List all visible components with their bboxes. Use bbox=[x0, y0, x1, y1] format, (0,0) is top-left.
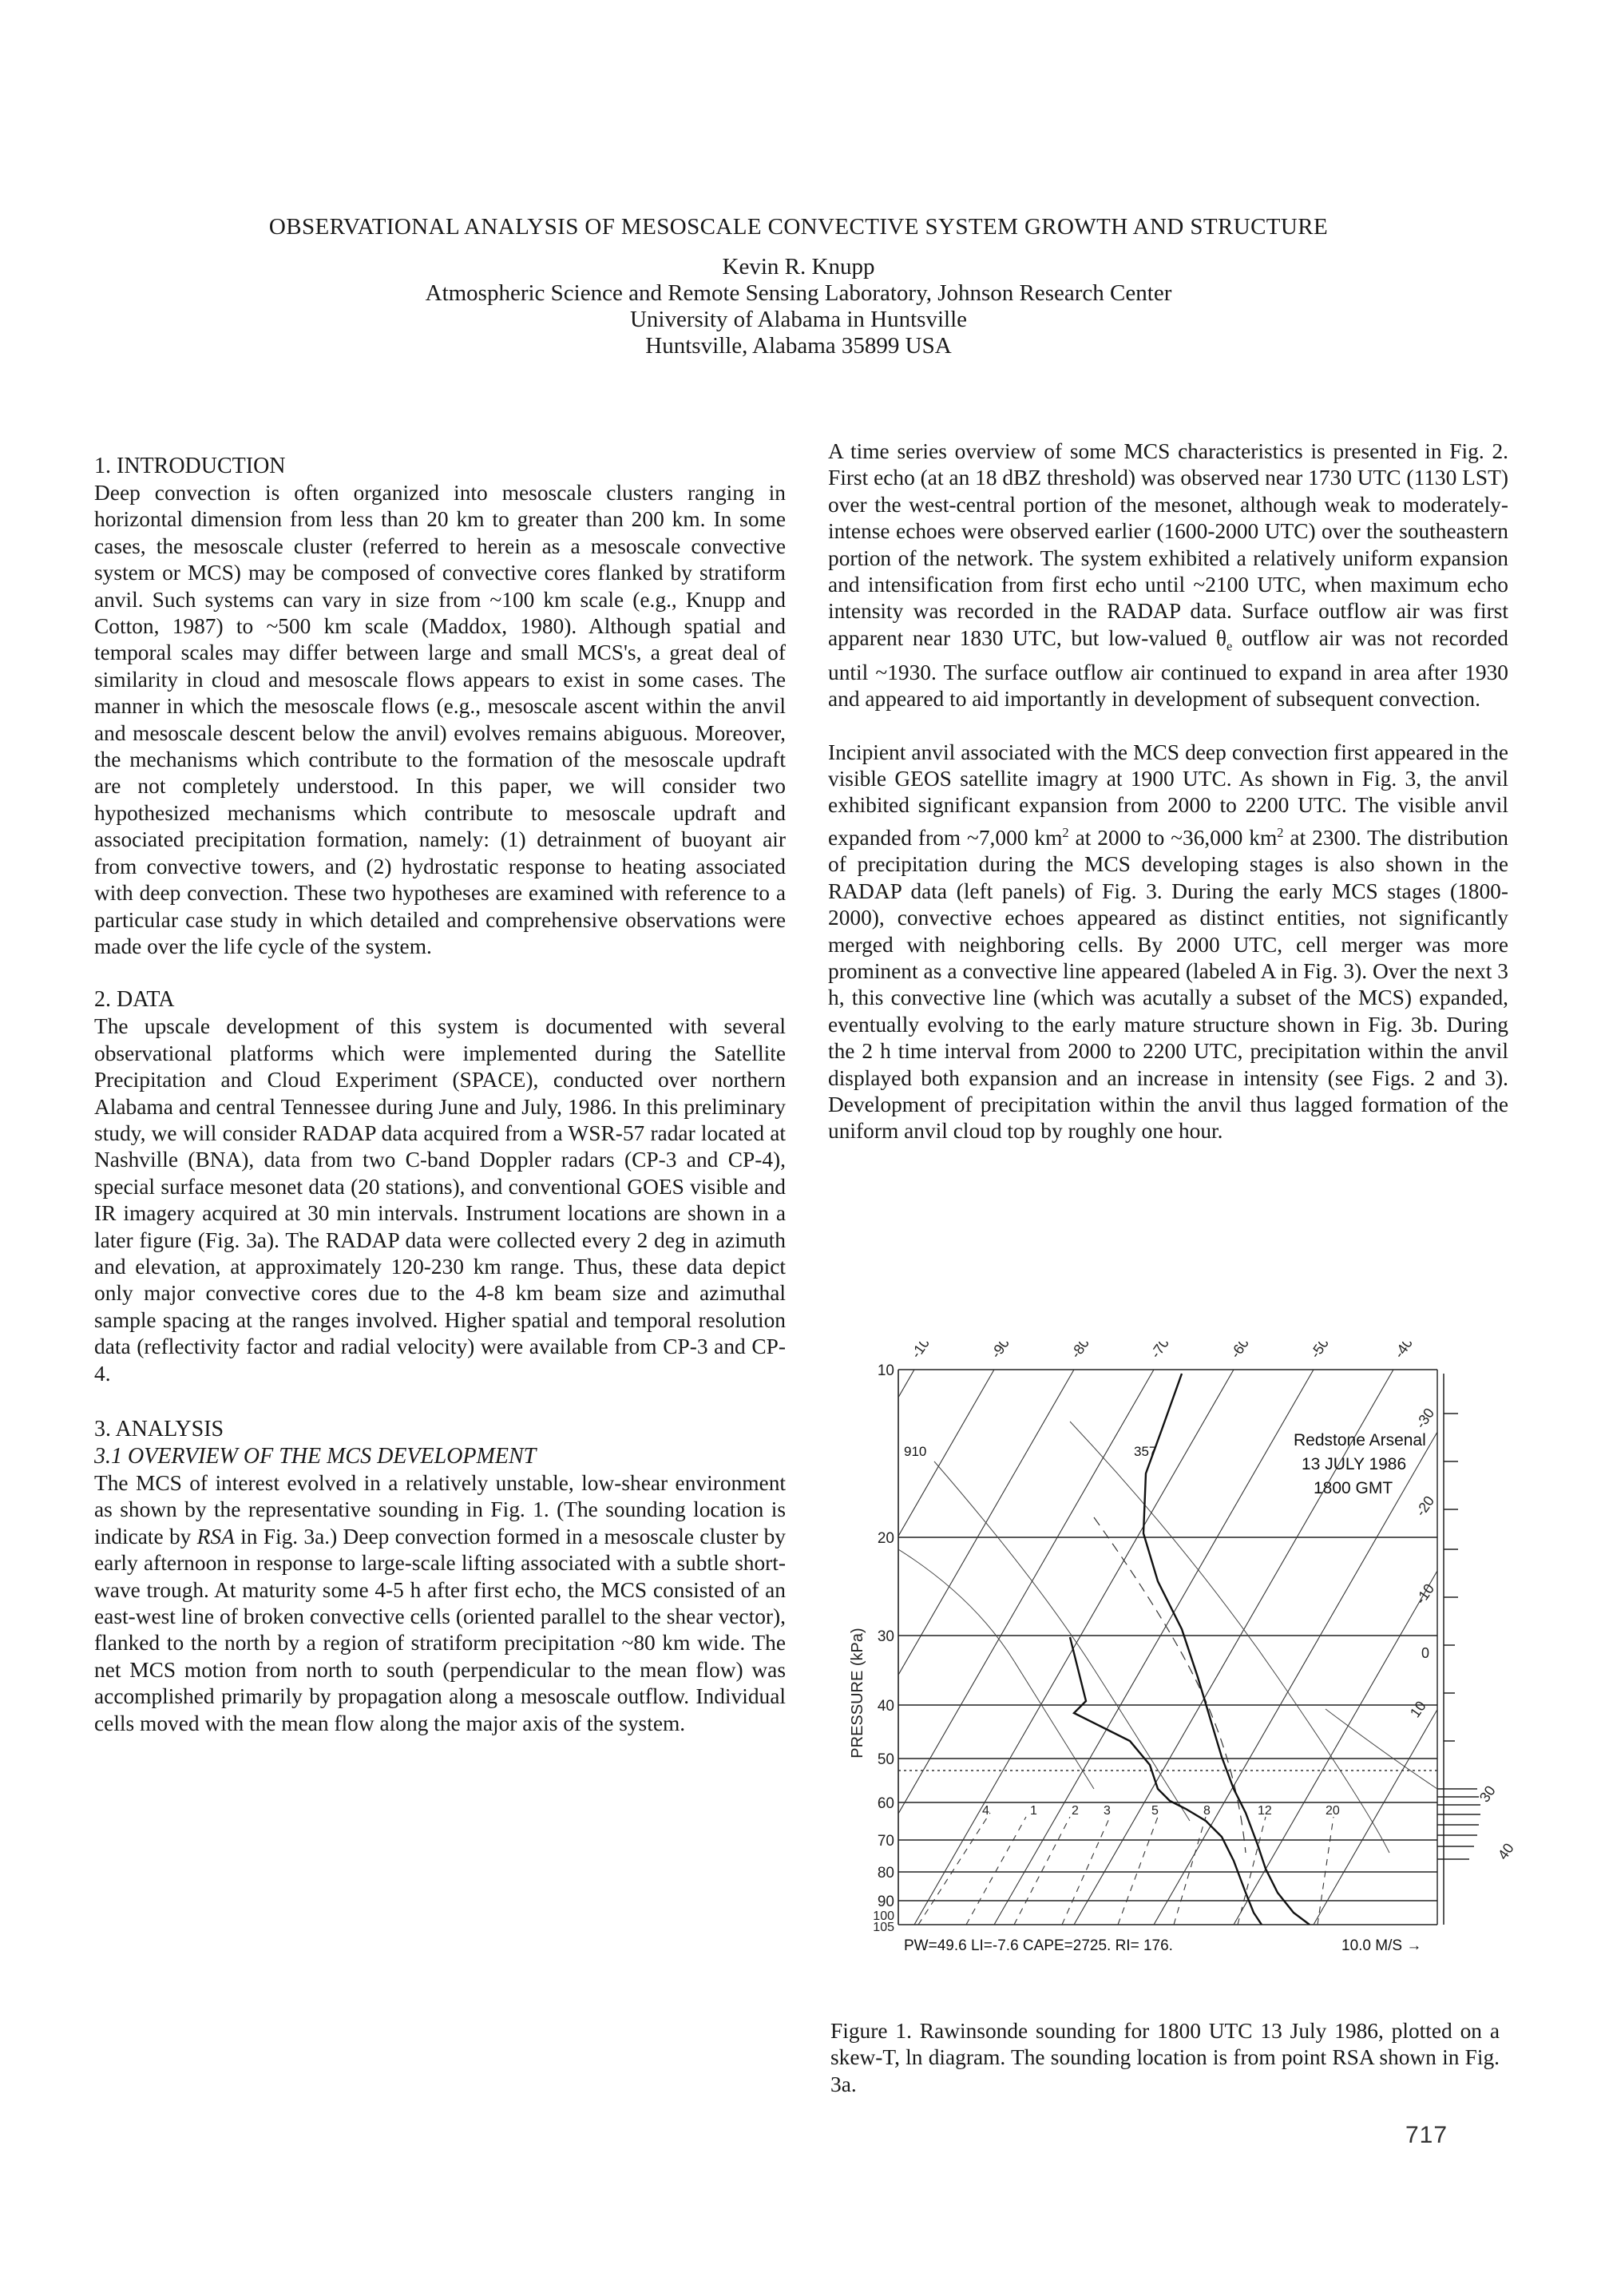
temperature-profile bbox=[1143, 1374, 1310, 1925]
svg-text:1: 1 bbox=[1030, 1804, 1037, 1818]
svg-text:0: 0 bbox=[1421, 1645, 1430, 1661]
svg-text:-70: -70 bbox=[1147, 1342, 1173, 1362]
svg-text:-10: -10 bbox=[1412, 1580, 1438, 1608]
affiliation-university: University of Alabama in Huntsville bbox=[629, 307, 968, 332]
svg-text:-40: -40 bbox=[1390, 1342, 1417, 1362]
svg-text:40: 40 bbox=[877, 1698, 894, 1715]
author-block bbox=[0, 254, 1597, 359]
right-column bbox=[828, 438, 1508, 1145]
pressure-tick-labels bbox=[873, 1362, 894, 1934]
mixing-ratio-labels bbox=[982, 1804, 1340, 1818]
paragraph-introduction: Deep convection is often organized into mesoscale clusters ranging in horizontal dimension from less than 20 km to greater than 200 km. In some cases, the mesoscale cluster (referred to herein as a mesoscale convective system or MCS) may be composed of convective cores flanked by stratiform anvil. Such systems can vary in size from ~100 km scale (e.g., Knupp and Cotton, 1987) to ~500 km scale (Maddox, 1980). Although spatial and temporal scales may differ between large and small MCS's, a great deal of similarity in cloud and mesoscale flows appears to exist in some cases. The manner in which the mesoscale flows (e.g., mesoscale ascent within the anvil and mesoscale descent below the anvil) evolves remains abiguous. Moreover, the mechanisms which contribute to the formation of the mesoscale updraft are not completely understood. In this paper, we will consider two hypothesized mechanisms which contribute to mesoscale updraft and associated precipitation formation, namely: (1) detrainment of buoyant air from convective towers, and (2) hydrostatic response to heating associated with deep convection. These two hypotheses are examined with reference to a particular case study in which detailed and comprehensive observations were made over the life cycle of the system. bbox=[94, 481, 786, 958]
left-column bbox=[94, 453, 786, 1737]
sounding-time: 1800 GMT bbox=[1314, 1479, 1393, 1497]
level-annotation-357: 357 bbox=[1134, 1444, 1157, 1459]
svg-text:30: 30 bbox=[877, 1628, 894, 1645]
y-axis-label: PRESSURE (kPa) bbox=[849, 1628, 866, 1759]
isobars bbox=[898, 1370, 1437, 1925]
svg-text:105: 105 bbox=[873, 1921, 894, 1934]
svg-text:5: 5 bbox=[1151, 1804, 1159, 1818]
svg-text:-100: -100 bbox=[907, 1342, 937, 1362]
svg-text:12: 12 bbox=[1258, 1804, 1272, 1818]
figure-skew-t-sounding bbox=[830, 1342, 1533, 1989]
svg-text:2: 2 bbox=[1072, 1804, 1079, 1818]
svg-text:-30: -30 bbox=[1412, 1405, 1438, 1432]
skew-t-diagram bbox=[830, 1342, 1533, 1989]
figure-caption: Figure 1. Rawinsonde sounding for 1800 UTC 13 July 1986, plotted on a skew-T, ln diagram. The sounding location is from point RSA shown in Fig. 3a. bbox=[830, 2019, 1500, 2096]
svg-text:50: 50 bbox=[877, 1751, 894, 1768]
sounding-date: 13 JULY 1986 bbox=[1302, 1455, 1407, 1473]
temperature-labels-right bbox=[1407, 1406, 1517, 1863]
affiliation-address: Huntsville, Alabama 35899 USA bbox=[645, 333, 952, 359]
affiliation-lab: Atmospheric Science and Remote Sensing Laboratory, Johnson Research Center bbox=[425, 280, 1172, 306]
svg-text:-20: -20 bbox=[1412, 1493, 1438, 1520]
svg-text:-60: -60 bbox=[1226, 1342, 1253, 1362]
svg-text:60: 60 bbox=[877, 1795, 894, 1812]
svg-text:10: 10 bbox=[1406, 1698, 1429, 1721]
paragraph-analysis: The MCS of interest evolved in a relatively unstable, low-shear environment as shown by the representative sounding in Fig. 1. (The sounding location is indicate by RSA in Fig. 3a.) Deep convection formed in a mesoscale cluster by early afternoon in response to large-scale lifting associated with a subtle short-wave trough. At maturity some 4-5 h after first echo, the MCS consisted of an east-west line of broken convective cells (oriented parallel to the shear vector), flanked to the north by a region of stratiform precipitation ~80 km wide. The net MCS motion from north to south (perpendicular to the mean flow) was accomplished primarily by propagation along a mesoscale outflow. Individual cells moved with the mean flow along the major axis of the system. bbox=[94, 1471, 786, 1735]
paper-title: OBSERVATIONAL ANALYSIS OF MESOSCALE CONVECTIVE SYSTEM GROWTH AND STRUCTURE bbox=[268, 214, 1329, 240]
wind-scale-legend: 10.0 M/S → bbox=[1341, 1937, 1422, 1954]
svg-text:20: 20 bbox=[1326, 1804, 1340, 1818]
page-number: 717 bbox=[1405, 2122, 1448, 2148]
svg-text:20: 20 bbox=[877, 1530, 894, 1547]
svg-text:8: 8 bbox=[1203, 1804, 1211, 1818]
svg-text:-90: -90 bbox=[987, 1342, 1013, 1362]
section-heading-data: 2. DATA bbox=[94, 987, 175, 1013]
svg-text:3: 3 bbox=[1104, 1804, 1111, 1818]
svg-text:80: 80 bbox=[877, 1865, 894, 1882]
svg-text:40: 40 bbox=[1494, 1840, 1517, 1863]
svg-text:70: 70 bbox=[877, 1833, 894, 1850]
section-heading-analysis: 3. ANALYSIS bbox=[94, 1417, 224, 1441]
level-annotation-910: 910 bbox=[904, 1444, 927, 1459]
station-name: Redstone Arsenal bbox=[1294, 1431, 1426, 1449]
station-annotation bbox=[1294, 1431, 1426, 1497]
svg-text:-80: -80 bbox=[1067, 1342, 1093, 1362]
temperature-labels-top bbox=[908, 1342, 1416, 1361]
svg-text:10: 10 bbox=[877, 1362, 894, 1379]
svg-text:4: 4 bbox=[982, 1804, 989, 1818]
svg-text:30: 30 bbox=[1476, 1782, 1499, 1806]
subsection-heading-overview: 3.1 OVERVIEW OF THE MCS DEVELOPMENT bbox=[94, 1444, 537, 1469]
author-name: Kevin R. Knupp bbox=[722, 254, 875, 280]
sounding-statistics: PW=49.6 LI=-7.6 CAPE=2725. RI= 176. bbox=[904, 1937, 1173, 1954]
paragraph-data: The upscale development of this system is documented with several observational platforms which were implemented during the Satellite Precipitation and Cloud Experiment (SPACE), conducted over northern Alabama and central Tennessee during June and July, 1986. In this preliminary study, we will consider RADAP data acquired from a WSR-57 radar located at Nashville (BNA), data from two C-band Doppler radars (CP-3 and CP-4), special surface mesonet data (20 stations), and conventional GOES visible and IR imagery acquired at 30 min intervals. Instrument locations are shown in a later figure (Fig. 3a). The RADAP data were collected every 2 deg in azimuth and elevation, at approximately 120-230 km range. Thus, these data depict only major convective cores due to the 4-8 km beam size and azimuthal sample spacing at the ranges involved. Higher spatial and temporal resolution data (reflectivity factor and radial velocity) were available from CP-3 and CP-4. bbox=[94, 1014, 786, 1386]
mixing-ratio-lines bbox=[918, 1813, 1333, 1925]
svg-text:100: 100 bbox=[873, 1909, 894, 1923]
paragraph-anvil: Incipient anvil associated with the MCS deep convection first appeared in the visible GEOS satellite imagry at 1900 UTC. As shown in Fig. 3, the anvil exhibited significant expansion from 2000 to 2200 UTC. The visible anvil expanded from ~7,000 $km^2$ at 2000 to ~36,000 $km^2$ at 2300. The distribution of precipitation during the MCS developing stages is also shown in the RADAP data (left panels) of Fig. 3. During the early MCS stages (1800-2000), convective echoes appeared as distinct entities, not significantly merged with neighboring cells. By 2000 UTC, cell merger was more prominent as a convective line appeared (labeled A in Fig. 3). Over the next 3 h, this convective line (which was acutally a subset of the MCS) expanded, eventually evolving to the early mature structure shown in Fig. 3b. During the 2 h time interval from 2000 to 2200 UTC, precipitation within the anvil displayed both expansion and an increase in intensity (see Figs. 2 and 3). Development of precipitation within the anvil thus lagged formation of the uniform anvil cloud top by roughly one hour. bbox=[828, 740, 1508, 1144]
svg-text:90: 90 bbox=[877, 1894, 894, 1910]
svg-text:-50: -50 bbox=[1306, 1342, 1333, 1362]
section-heading-introduction: 1. INTRODUCTION bbox=[94, 454, 286, 478]
wind-barbs bbox=[1437, 1374, 1480, 1925]
paragraph-time-series: A time series overview of some MCS characteristics is presented in Fig. 2. First echo (at an 18 dBZ threshold) was observed near 1730 UTC (1130 LST) over the west-central portion of the mesonet, although weak to moderately-intense echoes were observed earlier (1600-2000 UTC) over the southeastern portion of the network. The system exhibited a relatively uniform expansion and intensification from first echo until ~2100 UTC, when maximum echo intensity was recorded in the RADAP data. Surface outflow air was first apparent near 1830 UTC, but low-valued $\theta_e$ outflow air was not recorded until ~1930. The surface outflow air continued to expand in area after 1930 and appeared to aid importantly in development of subsequent convection. bbox=[828, 439, 1509, 712]
